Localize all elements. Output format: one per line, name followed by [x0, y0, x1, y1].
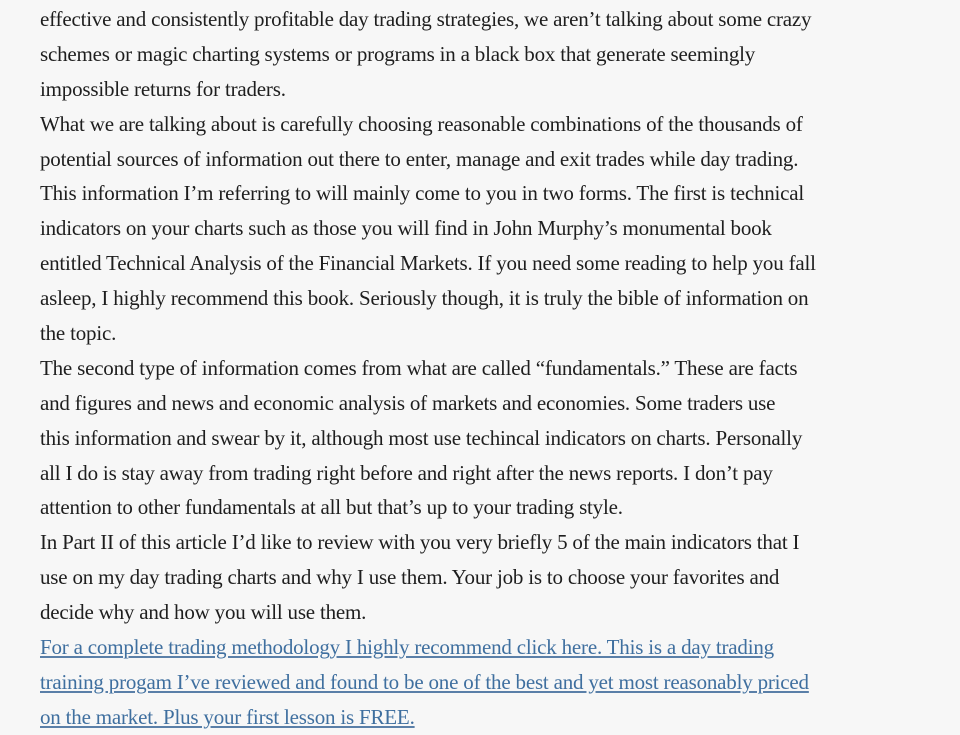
text-line: effective and consistently profitable day trading strategies, we aren’t talking about some crazy: [40, 7, 812, 31]
text-line: schemes or magic charting systems or programs in a black box that generate seemingly: [40, 41, 756, 66]
text-line: decide why and how you will use them.: [40, 600, 367, 625]
text-line: use on my day trading charts and why I use them. Your job is to choose your favorites and: [40, 565, 780, 590]
article-body: [40, 2, 950, 735]
paragraph-part-two: [40, 525, 950, 630]
text-line: potential sources of information out there to enter, manage and exit trades while day trading.: [40, 146, 799, 171]
link-line[interactable]: training progam I’ve reviewed and found to be one of the best and yet most reasonably priced: [40, 669, 809, 694]
text-line: In Part II of this article I’d like to review with you very briefly 5 of the main indicators that I: [40, 530, 800, 555]
text-line: This information I’m referring to will mainly come to you in two forms. The first is technical: [40, 181, 805, 206]
text-line: indicators on your charts such as those you will find in John Murphy’s monumental book: [40, 216, 772, 241]
text-line: What we are talking about is carefully choosing reasonable combinations of the thousands of: [40, 111, 803, 136]
text-line: this information and swear by it, although most use techincal indicators on charts. Personally: [40, 425, 803, 450]
text-line: The second type of information comes from what are called “fundamentals.” These are facts: [40, 355, 798, 380]
text-line: asleep, I highly recommend this book. Seriously though, it is truly the bible of information on: [40, 286, 809, 311]
text-line: all I do is stay away from trading right before and right after the news reports. I don’t pay: [40, 460, 773, 485]
text-line: impossible returns for traders.: [40, 76, 286, 101]
text-line: and figures and news and economic analysis of markets and economies. Some traders use: [40, 390, 776, 415]
paragraph-intro: [40, 2, 950, 107]
paragraph-information-sources: [40, 107, 950, 351]
recommendation-link[interactable]: [40, 630, 950, 735]
text-line: entitled Technical Analysis of the Financial Markets. If you need some reading to help you fall: [40, 251, 816, 276]
link-line[interactable]: For a complete trading methodology I highly recommend click here. This is a day trading: [40, 635, 774, 660]
text-line: the topic.: [40, 321, 117, 346]
link-line[interactable]: on the market. Plus your first lesson is FREE.: [40, 704, 415, 729]
paragraph-fundamentals: [40, 351, 950, 525]
text-line: attention to other fundamentals at all but that’s up to your trading style.: [40, 495, 623, 520]
